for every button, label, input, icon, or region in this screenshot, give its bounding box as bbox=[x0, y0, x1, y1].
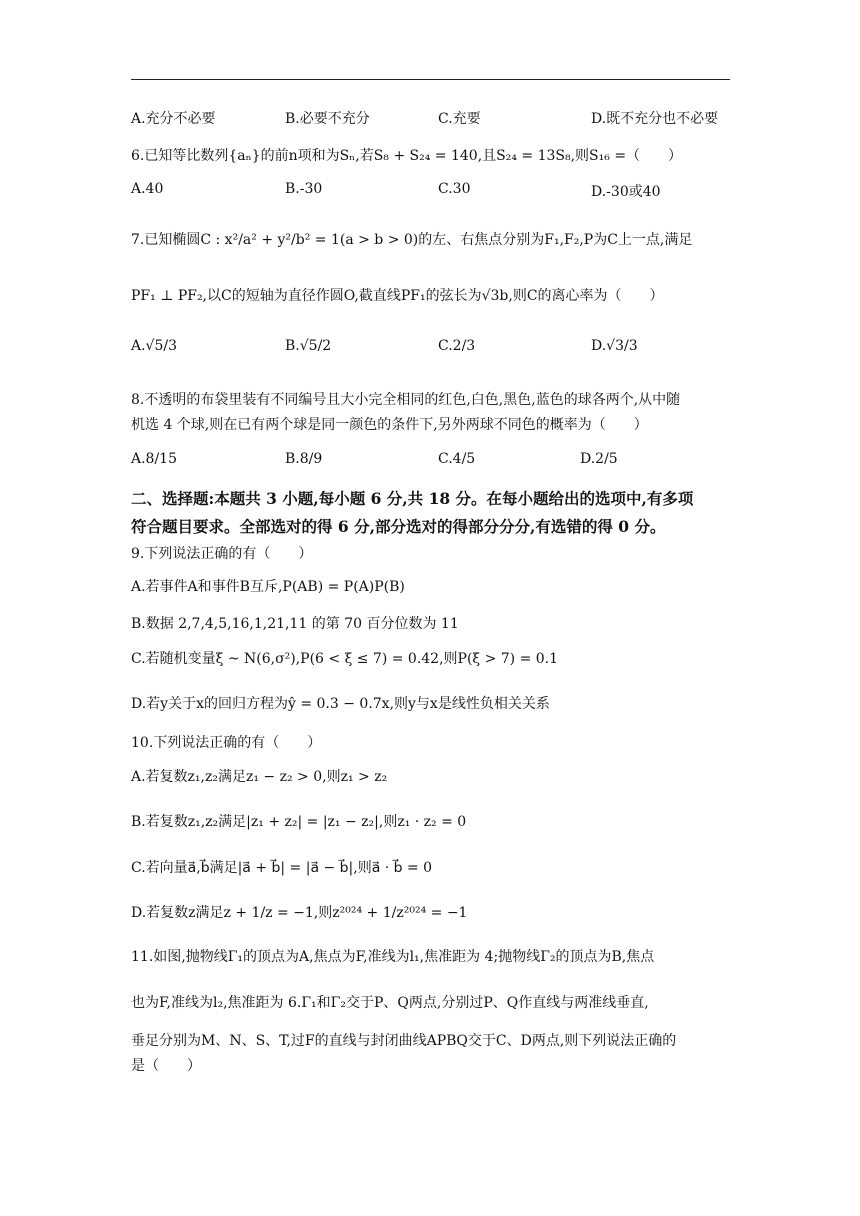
header-rule bbox=[131, 79, 730, 80]
q8-stem-line2: 机选 4 个球,则在已有两个球是同一颜色的条件下,另外两球不同色的概率为（ ） bbox=[131, 417, 648, 433]
q9-option-a: A.若事件A和事件B互斥,P(AB) = P(A)P(B) bbox=[131, 579, 405, 595]
section2-heading-line1: 二、选择题:本题共 3 小题,每小题 6 分,共 18 分。在每小题给出的选项中,有多项 bbox=[131, 489, 694, 508]
q9-option-c: C.若随机变量ξ ~ N(6,σ²),P(6 < ξ ≤ 7) = 0.42,则P(ξ > 7) = 0.1 bbox=[131, 651, 559, 667]
q7-option-b: B.√5/2 bbox=[285, 338, 332, 354]
q8-stem-line1: 8.不透明的布袋里装有不同编号且大小完全相同的红色,白色,黑色,蓝色的球各两个,从中随 bbox=[131, 392, 681, 408]
q10-option-d: D.若复数z满足z + 1/z = −1,则z²⁰²⁴ + 1/z²⁰²⁴ = −1 bbox=[131, 905, 468, 921]
q6-option-a: A.40 bbox=[131, 181, 164, 197]
q11-stem-line3: 垂足分别为M、N、S、T,过F的直线与封闭曲线APBQ交于C、D两点,则下列说法正确的 bbox=[131, 1033, 677, 1049]
q5-option-c: C.充要 bbox=[438, 111, 481, 127]
q11-stem-line2: 也为F,准线为l₂,焦准距为 6.Γ₁和Γ₂交于P、Q两点,分别过P、Q作直线与两准线垂直, bbox=[131, 995, 649, 1011]
q10-option-c: C.若向量a⃗,b⃗满足|a⃗ + b⃗| = |a⃗ − b⃗|,则a⃗ · b⃗ = 0 bbox=[131, 860, 433, 876]
q11-stem-line1: 11.如图,抛物线Γ₁的顶点为A,焦点为F,准线为l₁,焦准距为 4;抛物线Γ₂的顶点为B,焦点 bbox=[131, 949, 655, 965]
q6-option-d: D.-30或40 bbox=[591, 184, 661, 200]
q7-option-a: A.√5/3 bbox=[131, 338, 178, 354]
q5-option-d: D.既不充分也不必要 bbox=[591, 111, 719, 127]
q7-option-c: C.2/3 bbox=[438, 338, 476, 354]
q8-option-b: B.8/9 bbox=[285, 451, 323, 467]
q7-stem-line2: PF₁ ⊥ PF₂,以C的短轴为直径作圆O,截直线PF₁的弦长为√3b,则C的离心率为（ ） bbox=[131, 288, 664, 304]
q9-stem: 9.下列说法正确的有（ ） bbox=[131, 546, 313, 562]
q11-stem-line4: 是（ ） bbox=[131, 1058, 201, 1074]
q10-option-a: A.若复数z₁,z₂满足z₁ − z₂ > 0,则z₁ > z₂ bbox=[131, 769, 388, 785]
q6-option-b: B.-30 bbox=[285, 181, 323, 197]
q8-option-d: D.2/5 bbox=[580, 451, 618, 467]
q10-stem: 10.下列说法正确的有（ ） bbox=[131, 735, 322, 751]
q6-option-c: C.30 bbox=[438, 181, 471, 197]
q8-option-c: C.4/5 bbox=[438, 451, 476, 467]
q9-option-d: D.若y关于x的回归方程为ŷ = 0.3 − 0.7x,则y与x是线性负相关关系 bbox=[131, 696, 550, 712]
q6-stem: 6.已知等比数列{aₙ}的前n项和为Sₙ,若S₈ + S₂₄ = 140,且S₂₄ = 13S₈,则S₁₆ =（ ） bbox=[131, 148, 683, 164]
q7-stem-line1: 7.已知椭圆C : x²/a² + y²/b² = 1(a > b > 0)的左、右焦点分别为F₁,F₂,P为C上一点,满足 bbox=[131, 232, 693, 248]
q7-option-d: D.√3/3 bbox=[591, 338, 638, 354]
q5-option-b: B.必要不充分 bbox=[285, 111, 370, 127]
q5-option-a: A.充分不必要 bbox=[131, 111, 216, 127]
q8-option-a: A.8/15 bbox=[131, 451, 177, 467]
q9-option-b: B.数据 2,7,4,5,16,1,21,11 的第 70 百分位数为 11 bbox=[131, 616, 459, 632]
section2-heading-line2: 符合题目要求。全部选对的得 6 分,部分选对的得部分分分,有选错的得 0 分。 bbox=[131, 517, 666, 536]
q10-option-b: B.若复数z₁,z₂满足|z₁ + z₂| = |z₁ − z₂|,则z₁ · z₂ = 0 bbox=[131, 814, 467, 830]
